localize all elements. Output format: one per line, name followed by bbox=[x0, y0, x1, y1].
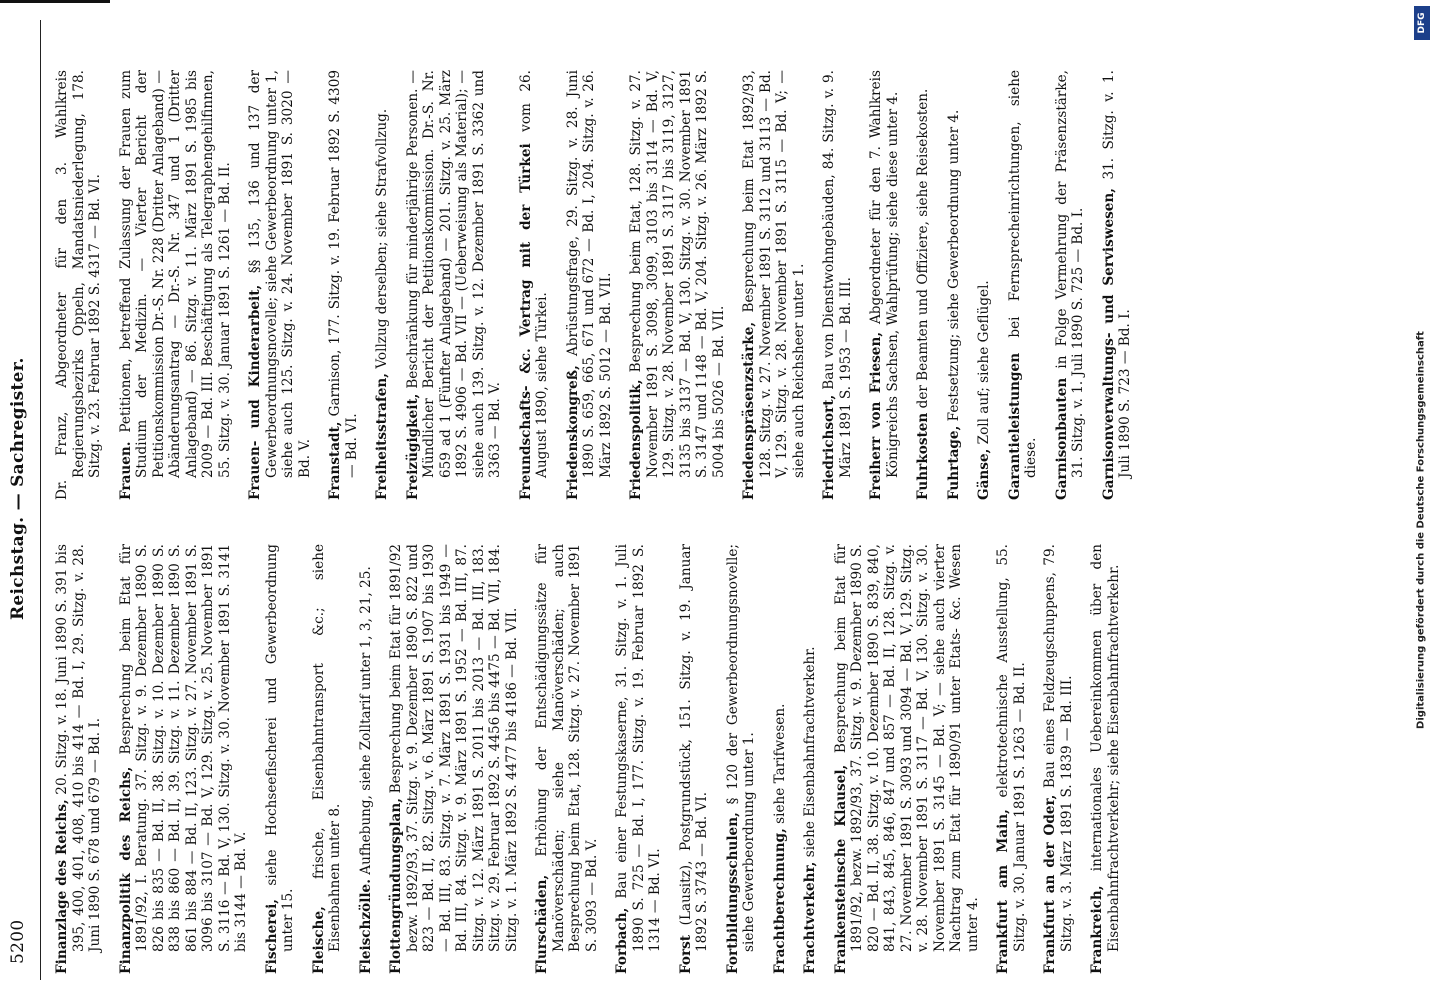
entry-keyword: Frankreich, bbox=[1089, 885, 1105, 974]
entry-text: elektrotechnische Ausstellung, 55. Sitzg. v. 30. Januar 1891 S. 1263 — Bd. II. bbox=[995, 544, 1028, 952]
index-entry bbox=[327, 70, 360, 500]
index-entry bbox=[725, 544, 758, 974]
entry-keyword: Fortbildungsschulen, bbox=[724, 812, 741, 974]
credit-text: Digitalisierung gefördert durch die Deutsche Forschungsgemeinschaft bbox=[1415, 331, 1427, 729]
entry-keyword: Friedenspolitik, bbox=[628, 379, 644, 500]
index-entry bbox=[995, 544, 1028, 974]
digitization-credit bbox=[1412, 60, 1430, 980]
entry-text: in Folge Vermehrung der Präsenzstärke, 31. Sitzg. v. 1. Juli 1890 S. 725 — Bd. I. bbox=[1053, 70, 1086, 478]
index-entry bbox=[946, 70, 963, 500]
index-entry bbox=[565, 70, 615, 500]
entry-text: Besprechung beim Etat 1892/93, 128. Sitzg. v. 27. November 1891 S. 3112 und 3113 — Bd. V, 129. Sitzg. v. 28. November 1891 S. 3115 — Bd. V; — siehe auch Reichsheer unter 1. bbox=[741, 70, 807, 478]
entry-text: bei Fernsprecheinrichtungen, siehe diese. bbox=[1006, 70, 1039, 478]
entry-text: frische, Eisenbahntransport &c.; siehe Eisenbahnen unter 8. bbox=[310, 544, 343, 952]
index-entry bbox=[388, 544, 520, 974]
entry-text: Erhöhung der Entschädigungssätze für Manöverschäden; siehe Manöverschäden; auch Besprechung beim Etat, 128. Sitzg. v. 27. November 1891 S. 3093 — Bd. V. bbox=[534, 544, 600, 952]
page-number: 5200 bbox=[8, 919, 28, 964]
index-entry bbox=[118, 544, 250, 974]
index-entry bbox=[772, 544, 789, 974]
entry-keyword: Frankensteinsche Klausel, bbox=[832, 764, 849, 974]
entry-text: Bau eines Feldzeugschuppens, 79. Sitzg. v. 3. März 1891 S. 1839 — Bd. III. bbox=[1042, 544, 1075, 952]
entry-text: der Beamten und Offiziere, siehe Reisekosten. bbox=[915, 88, 931, 413]
index-entry bbox=[678, 544, 711, 974]
entry-text: Besprechung beim Etat für 1891/92, bezw. 1892/93, 37. Sitzg. v. 9. Dezember 1890 S. 820 — Bd. II, 38. Sitzg. v. 10. Dezember 1890 S. 839, 840, 841, 843, 845, 846, 847 und 857 — Bd. II, 128. Sitzg. v. 27. November 1891 S. 3093 und 3094 — Bd. V, 129. Sitzg. v. 28. November 1891 S. 3117 — Bd. V, 130. Sitzg. v. 30. November 1891 S. 3145 — Bd. V; — siehe auch vierter Nachtrag zum Etat für 1890/91 unter Etats- &c. Wesen unter 4. bbox=[832, 544, 981, 952]
entry-text: Dr. Franz, Abgeordneter für den 3. Wahlkreis Regierungsbezirks Oppeln, Mandatsniederlegung, 178. Sitzg. v. 23. Februar 1892 S. 4317 — Bd. VI. bbox=[54, 70, 103, 500]
index-entry bbox=[802, 544, 819, 974]
dfg-logo-text: DFG bbox=[1417, 12, 1427, 34]
entry-keyword: Frauen- und Kinderarbeit, bbox=[247, 284, 263, 500]
entry-text: §§ 135, 136 und 137 der Gewerbeordnungsnovelle; siehe Gewerbeordnung unter 1, siehe auch 125. Sitzg. v. 24. November 1891 S. 3020 — Bd. V. bbox=[247, 69, 313, 478]
entry-keyword: Flottengründungsplan, bbox=[388, 798, 404, 974]
entry-keyword: Frachtberechnung, bbox=[771, 828, 788, 974]
left-column bbox=[54, 544, 1136, 974]
entry-keyword: Franstadt, bbox=[327, 421, 343, 500]
entry-text: Besprechung beim Etat für 1891/92 bezw. 1892/93, 37. Sitzg. v. 9. Dezember 1890 S. 822 und 823 — Bd. II, 82. Sitzg. v. 6. März 1891 S. 1907 bis 1930 — Bd. III, 83. Sitzg. v. 7. März 1891 S. 1931 bis 1949 — Bd. III, 84. Sitzg. v. 9. März 1891 S. 1952 — Bd. III, 87. Sitzg. v. 12. März 1891 S. 2011 bis 2013 — Bd. III, 183. Sitzg. v. 29. Februar 1892 S. 4456 bis 4475 — Bd. VII, 184. Sitzg. v. 1. März 1892 S. 4477 bis 4186 — Bd. VII. bbox=[388, 544, 520, 952]
dfg-logo bbox=[1414, 6, 1430, 40]
index-entry bbox=[374, 70, 391, 500]
index-entry bbox=[976, 70, 993, 500]
index-entry bbox=[518, 70, 551, 500]
entry-keyword: Friedenspräsenzstärke, bbox=[741, 321, 757, 500]
entry-text: siehe Eisenbahnfrachtverkehr. bbox=[802, 646, 818, 862]
entry-text: Zoll auf; siehe Geflügel. bbox=[976, 280, 992, 449]
entry-text: 20. Sitzg. v. 18. Juni 1890 S. 391 bis 395, 400, 401, 408, 410 bis 414 — Bd. I, 29. Sitzg. v. 28. Juni 1890 S. 678 und 679 — Bd. I. bbox=[54, 544, 103, 952]
entry-text: Vollzug derselben; siehe Strafvollzug. bbox=[374, 108, 390, 373]
index-entry bbox=[868, 70, 901, 500]
entry-keyword: Fuhrkosten bbox=[915, 412, 931, 500]
index-entry bbox=[54, 544, 104, 974]
entry-keyword: Frankfurt an der Oder, bbox=[1042, 794, 1058, 974]
entry-text: Besprechung beim Etat für 1891/92, I. Beratung. 37. Sitzg. v. 9. Dezember 1890 S. 826 bis 835 — Bd. II, 38. Sitzg. v. 10. Dezember 1890 S. 838 bis 860 — Bd. II, 39. Sitzg. v. 11. Dezember 1890 S. 861 bis 884 — Bd. II, 123. Sitzg. v. 27. November 1891 S. 3096 bis 3107 — Bd. V, 129. Sitzg. v. 25. November 1891 S. 3116 — Bd. V, 130. Sitzg. v. 30. November 1891 S. 3141 bis 3144 — Bd. V. bbox=[117, 544, 249, 952]
header-rule bbox=[40, 20, 41, 980]
entry-text: vom 26. August 1890, siehe Türkei. bbox=[517, 70, 550, 478]
entry-keyword: Friedenskongreß, bbox=[564, 365, 581, 500]
entry-text: Aufhebung, siehe Zolltarif unter 1, 3, 21, 25. bbox=[357, 566, 374, 880]
entry-text: Bau von Dienstwohngebäuden, 84. Sitzg. v. 9. März 1891 S. 1953 — Bd. III. bbox=[821, 70, 854, 478]
entry-text: internationales Uebereinkommen über den Eisenbahnfrachtverkehr; siehe Eisenbahnfrachtverkehr. bbox=[1089, 544, 1122, 952]
index-entry bbox=[54, 70, 104, 500]
entry-keyword: Garnisonbauten bbox=[1053, 377, 1070, 500]
index-entry bbox=[247, 70, 313, 500]
entry-text: Beschränkung für minderjährige Personen. — Mündlicher Bericht der Petitionskommission. Dr.-S. Nr. 659 ad 1 (Fünfter Anlageband) — 201. Sitzg. v. 25. März 1892 S. 4906 — Bd. VII — (Ueberweisung als Material); — siehe auch 139. Sitzg. v. 12. Dezember 1891 S. 3362 und 3363 — Bd. V. bbox=[404, 70, 503, 478]
entry-text: Garnison, 177. Sitzg. v. 19. Februar 1892 S. 4309 — Bd. VI. bbox=[327, 70, 360, 478]
index-entry bbox=[1042, 544, 1075, 974]
entry-keyword: Freiheitsstrafen, bbox=[374, 372, 390, 500]
entry-keyword: Flurschäden, bbox=[534, 874, 550, 974]
entry-keyword: Freundschafts- &c. Vertrag mit der Türkei bbox=[517, 143, 534, 500]
entry-keyword: Gänse, bbox=[976, 448, 992, 500]
entry-text: 31. Sitzg. v. 1. Juli 1890 S. 723 — Bd. I. bbox=[1100, 70, 1133, 478]
entry-keyword: Frauen. bbox=[117, 441, 134, 500]
entry-text: § 120 der Gewerbeordnungsnovelle; siehe Gewerbeordnung unter 1. bbox=[724, 544, 757, 952]
entry-keyword: Freiherr von Friesen, bbox=[868, 331, 884, 500]
entry-keyword: Friedrichsort, bbox=[821, 394, 837, 500]
index-entry bbox=[1007, 70, 1040, 500]
index-entry bbox=[821, 70, 854, 500]
entry-keyword: Finanzpolitik des Reichs, bbox=[117, 766, 134, 974]
entry-text: Abgeordneter für den 7. Wahlkreis Königreichs Sachsen, Wahlprüfung; siehe diese unter 4. bbox=[868, 70, 901, 478]
entry-text: siehe Hochseefischerei und Gewerbeordnung unter 15. bbox=[263, 544, 296, 952]
index-entry bbox=[628, 70, 727, 500]
entry-text: Bau einer Festungskaserne, 31. Sitzg. v. 1. Juli 1890 S. 725 — Bd. I, 177. Sitzg. v. 19. Februar 1892 S. 1314 — Bd. VI. bbox=[614, 544, 663, 952]
entry-text: (Lausitz), Postgrundstück, 151. Sitzg. v. 19. Januar 1892 S. 3743 — Bd. VI. bbox=[677, 544, 710, 952]
entry-keyword: Fischerei, bbox=[263, 899, 280, 974]
index-entry bbox=[1089, 544, 1122, 974]
entry-keyword: Freizügigkeit, bbox=[404, 393, 421, 500]
entry-keyword: Frankfurt am Main, bbox=[995, 809, 1011, 974]
index-entry bbox=[311, 544, 344, 974]
index-entry bbox=[1101, 70, 1134, 500]
entry-text: siehe Tarifwesen. bbox=[771, 703, 788, 829]
entry-text: Petitionen, betreffend Zulassung der Frauen zum Studium der Medizin. — Vierter Bericht der Petitionskommission Dr.-S. Nr. 228 (Dritter Anlageband) — Abänderungsantrag — Dr.-S. Nr. 347 und 1 (Dritter Anlageband) — 86. Sitzg. v. 11. März 1891 S. 1985 bis 2009 — Bd. III. Beschäftigung als Telegraphengehilfinnen, 55. Sitzg. v. 30. Januar 1891 S. 1261 — Bd. II. bbox=[117, 70, 233, 478]
index-entry bbox=[264, 544, 297, 974]
index-entry bbox=[614, 544, 664, 974]
page-title: Reichstag. — Sachregister. bbox=[8, 357, 28, 620]
index-entry bbox=[1054, 70, 1087, 500]
index-entry bbox=[358, 544, 375, 974]
entry-keyword: Fleische, bbox=[310, 906, 327, 974]
entry-keyword: Garantieleistungen bbox=[1006, 352, 1023, 500]
entry-keyword: Forbach, bbox=[614, 907, 630, 974]
right-column bbox=[54, 70, 1148, 500]
entry-keyword: Garnisonverwaltungs- und Serviswesen, bbox=[1100, 187, 1117, 500]
entry-keyword: Finanzlage des Reichs, bbox=[54, 799, 70, 974]
index-entry bbox=[534, 544, 600, 974]
index-entry bbox=[833, 544, 982, 974]
entry-text: Abrüstungsfrage, 29. Sitzg. v. 28. Juni 1890 S. 659, 665, 671 und 672 — Bd. I, 204. Sitzg. v. 26. März 1892 S. 5012 — Bd. VII. bbox=[564, 70, 614, 478]
entry-text: Besprechung beim Etat, 128. Sitzg. v. 27. November 1891 S. 3098, 3099, 3103 bis 3114 — Bd. V, 129. Sitzg. v. 28. November 1891 S. 3117 bis 3119, 3127, 3135 bis 3137 — Bd. V, 130. Sitzg. v. 30. November 1891 S. 3147 und 1148 — Bd. V, 204. Sitzg. v. 26. März 1892 S. 5004 bis 5026 — Bd. VII. bbox=[628, 70, 727, 478]
entry-keyword: Forst bbox=[677, 934, 694, 974]
entry-text: Festsetzung; siehe Gewerbeordnung unter 4. bbox=[945, 109, 962, 426]
index-entry bbox=[915, 70, 932, 500]
entry-keyword: Fuhrtage, bbox=[945, 425, 962, 500]
index-entry bbox=[118, 70, 234, 500]
entry-keyword: Frachtverkehr, bbox=[802, 861, 818, 974]
index-entry bbox=[405, 70, 504, 500]
entry-keyword: Fleischzölle. bbox=[357, 879, 374, 974]
index-entry bbox=[741, 70, 807, 500]
